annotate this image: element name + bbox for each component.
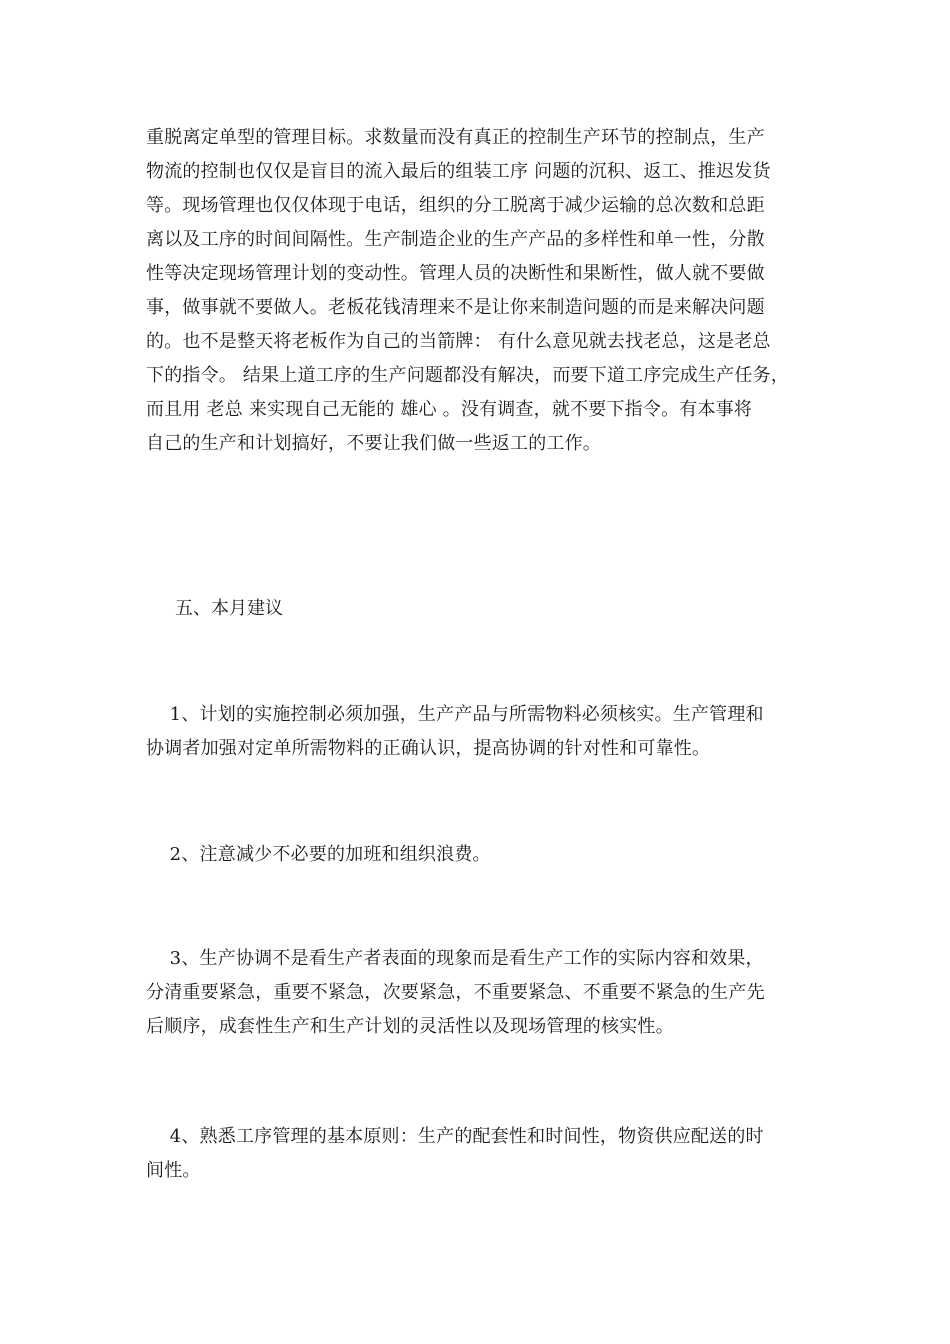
paragraph-line: 3、生产协调不是看生产者表面的现象而是看生产工作的实际内容和效果，	[146, 948, 764, 969]
suggestion-item-1	[146, 698, 826, 766]
paragraph-line: 后顺序，成套性生产和生产计划的灵活性以及现场管理的核实性。	[146, 1016, 674, 1037]
paragraph-line: 物流的控制也仅仅是盲目的流入最后的组装工序 问题的沉积、返工、推迟发货	[146, 161, 771, 182]
section-heading: 五、本月建议	[175, 598, 283, 619]
paragraph-line: 的。也不是整天将老板作为自己的当箭牌： 有什么意见就去找老总，这是老总	[146, 331, 771, 352]
suggestion-item-3	[146, 942, 826, 1044]
suggestion-item-4	[146, 1120, 826, 1188]
paragraph-line: 下的指令。 结果上道工序的生产问题都没有解决，而要下道工序完成生产任务，	[146, 365, 789, 386]
paragraph-line: 而且用 老总 来实现自己无能的 雄心 。没有调查，就不要下指令。有本事将	[146, 399, 753, 420]
suggestion-item-2	[146, 838, 826, 872]
paragraph-line: 事，做事就不要做人。老板花钱清理来不是让你来制造问题的而是来解决问题	[146, 297, 765, 318]
paragraph-line: 协调者加强对定单所需物料的正确认识，提高协调的针对性和可靠性。	[146, 738, 711, 759]
paragraph-line: 1、计划的实施控制必须加强，生产产品与所需物料必须核实。生产管理和	[146, 704, 764, 725]
paragraph-line: 性等决定现场管理计划的变动性。管理人员的决断性和果断性，做人就不要做	[146, 263, 765, 284]
paragraph-line: 重脱离定单型的管理目标。求数量而没有真正的控制生产环节的控制点，生产	[146, 127, 765, 148]
paragraph-line: 等。现场管理也仅仅体现于电话，组织的分工脱离于减少运输的总次数和总距	[146, 195, 765, 216]
intro-paragraph	[146, 121, 826, 461]
paragraph-line: 离以及工序的时间间隔性。生产制造企业的生产产品的多样性和单一性，分散	[146, 229, 765, 250]
paragraph-line: 2、注意减少不必要的加班和组织浪费。	[146, 844, 491, 865]
paragraph-line: 间性。	[146, 1160, 201, 1181]
paragraph-line: 分清重要紧急，重要不紧急，次要紧急，不重要紧急、不重要不紧急的生产先	[146, 982, 765, 1003]
paragraph-line: 4、熟悉工序管理的基本原则：生产的配套性和时间性，物资供应配送的时	[146, 1126, 764, 1147]
paragraph-line: 自己的生产和计划搞好，不要让我们做一些返工的工作。	[146, 433, 601, 454]
